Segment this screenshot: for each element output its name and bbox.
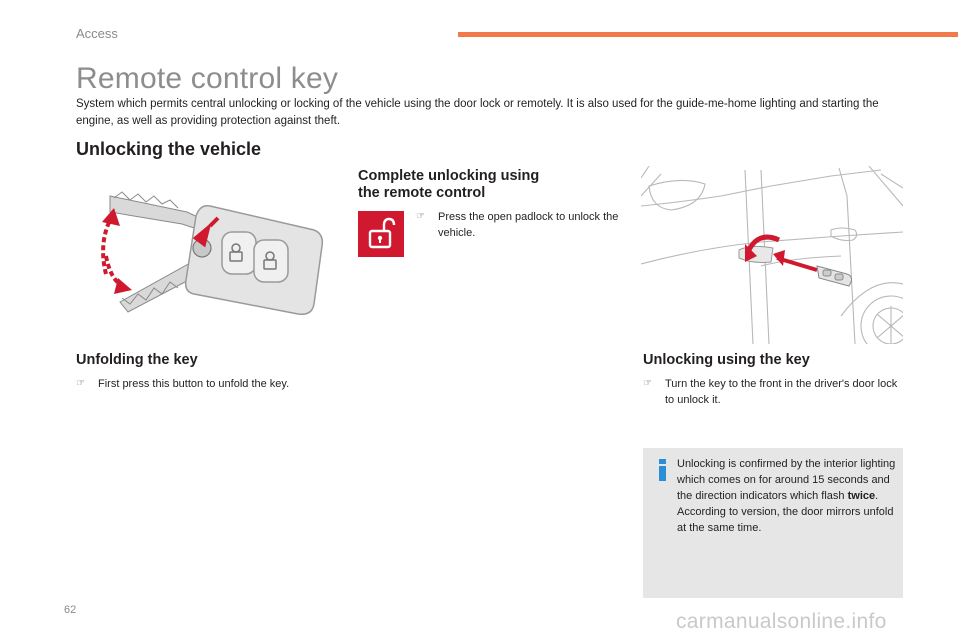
section-heading-unlocking: Unlocking the vehicle (76, 139, 262, 159)
key-blade-upper (110, 192, 204, 230)
info-text: Unlocking is confirmed by the interior lighting which comes on for around 15 seconds and the direction indicators which flash twice. According to version, the door mirrors unfold at the same time. (677, 458, 896, 534)
key-fob-illustration (92, 182, 332, 322)
intro-paragraph: System which permits central unlocking or locking of the vehicle using the door lock or remotely. It is also used for the guide-me-home lighting and starting the engine, as well as providing protection against theft. (76, 98, 879, 127)
bullet-hand-icon: ☞ (76, 378, 85, 389)
info-box (643, 448, 903, 598)
section-name: Access (76, 26, 118, 41)
key-fob-body (186, 206, 323, 315)
bullet-turn-key: ☞ Turn the key to the front in the driver's door lock to unlock it. (643, 378, 898, 406)
bullet-hand-icon: ☞ (416, 211, 425, 222)
car-door-illustration (641, 166, 903, 344)
watermark: carmanualsonline.info (676, 610, 887, 633)
info-icon (657, 459, 669, 481)
page-number: 62 (64, 604, 77, 616)
bullet-unfold-key: ☞ First press this button to unfold the key. (76, 378, 290, 390)
info-text-mirrors: According to version, the door mirrors unfold at the same time. (677, 506, 894, 534)
key-in-lock (817, 266, 852, 286)
heading-unfolding-key: Unfolding the key (76, 352, 198, 368)
header-accent-bar (458, 32, 958, 37)
bullet-hand-icon: ☞ (643, 378, 652, 389)
page-title: Remote control key (76, 62, 339, 95)
heading-unlocking-key: Unlocking using the key (643, 352, 810, 368)
heading-complete-unlocking: Complete unlocking using the remote control (358, 168, 540, 201)
door-handle (739, 246, 773, 262)
bullet-press-padlock: ☞ Press the open padlock to unlock the vehicle. (416, 211, 619, 239)
info-emphasis: twice (847, 490, 876, 502)
open-padlock-icon (358, 211, 404, 257)
